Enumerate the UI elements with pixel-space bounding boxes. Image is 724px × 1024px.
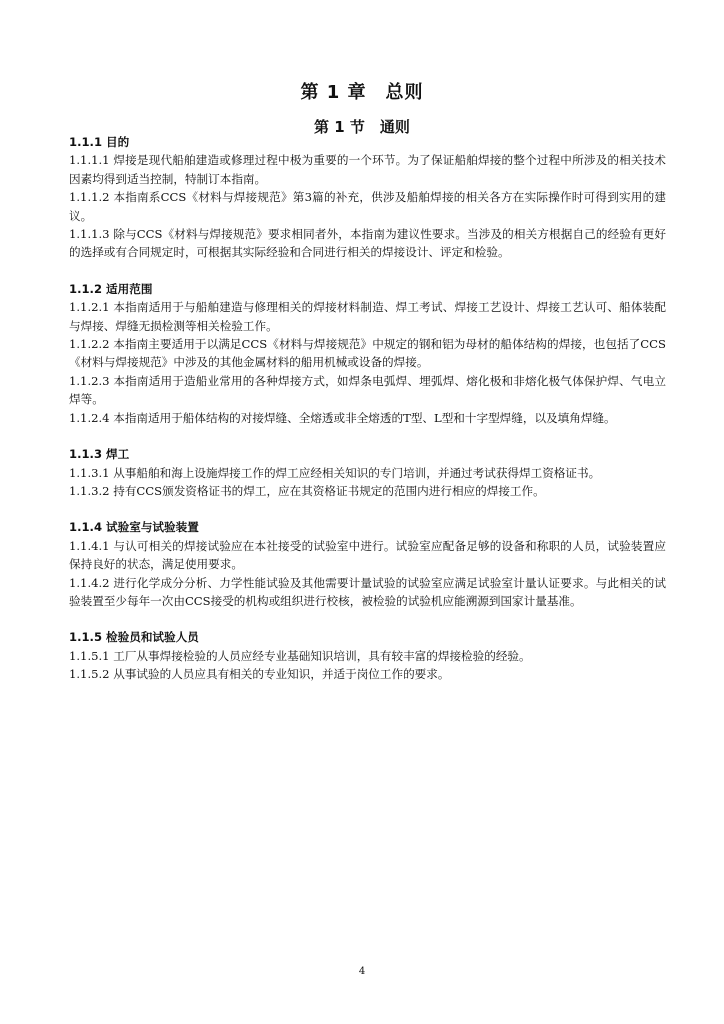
section-1-1-4 — [69, 518, 666, 610]
paragraph: 1.1.5.2 从事试验的人员应具有相关的专业知识，并适于岗位工作的要求。 — [69, 667, 450, 682]
section-heading: 1.1.5 检验员和试验人员 — [69, 630, 199, 645]
paragraph: 1.1.2.1 本指南适用于与船舶建造与修理相关的焊接材料制造、焊工考试、焊接工艺设计、焊接工艺认可、船体装配与焊接、焊缝无损检测等相关检验工作。 — [69, 300, 666, 333]
document-body — [69, 133, 666, 684]
paragraph: 1.1.3.2 持有CCS颁发资格证书的焊工，应在其资格证书规定的范围内进行相应的焊接工作。 — [69, 483, 545, 498]
paragraph: 1.1.4.1 与认可相关的焊接试验应在本社接受的试验室中进行。试验室应配备足够的设备和称职的人员，试验装置应保持良好的状态，满足使用要求。 — [69, 538, 666, 572]
paragraph: 1.1.2.2 本指南主要适用于以满足CCS《材料与焊接规范》中规定的钢和铝为母材的船体结构的焊接，也包括了CCS《材料与焊接规范》中涉及的其他金属材料的船用机械或设备的焊接。 — [69, 337, 666, 370]
section-1-1-5 — [69, 628, 666, 683]
paragraph: 1.1.5.1 工厂从事焊接检验的人员应经专业基础知识培训，具有较丰富的焊接检验的经验。 — [69, 648, 531, 663]
chapter-title: 第 1 章 总则 — [300, 82, 424, 103]
section-1-1-2 — [69, 280, 666, 427]
paragraph: 1.1.1.2 本指南系CCS《材料与焊接规范》第3篇的补充，供涉及船舶焊接的相关各方在实际操作时可得到实用的建议。 — [69, 190, 666, 223]
paragraph: 1.1.2.4 本指南适用于船体结构的对接焊缝、全熔透或非全熔透的T型、L型和十字型焊缝，以及填角焊缝。 — [69, 410, 616, 425]
page-number: 4 — [358, 966, 366, 977]
paragraph: 1.1.1.3 除与CCS《材料与焊接规范》要求相同者外，本指南为建议性要求。当涉及的相关方根据自己的经验有更好的选择或有合同规定时，可根据其实际经验和合同进行相关的焊接设计、评定和检验。 — [69, 227, 666, 260]
paragraph: 1.1.2.3 本指南适用于造船业常用的各种焊接方式，如焊条电弧焊、埋弧焊、熔化极和非熔化极气体保护焊、气电立焊等。 — [69, 373, 666, 407]
paragraph: 1.1.1.1 焊接是现代船舶建造或修理过程中极为重要的一个环节。为了保证船舶焊接的整个过程中所涉及的相关技术因素均得到适当控制，特制订本指南。 — [69, 153, 666, 186]
paragraph: 1.1.3.1 从事船舶和海上设施焊接工作的焊工应经相关知识的专门培训，并通过考试获得焊工资格证书。 — [69, 465, 601, 480]
section-heading: 1.1.1 目的 — [69, 135, 130, 149]
section-title: 第 1 节 通则 — [314, 118, 410, 136]
section-1-1-3 — [69, 445, 666, 500]
section-heading: 1.1.4 试验室与试验装置 — [69, 520, 199, 535]
section-heading: 1.1.3 焊工 — [69, 447, 130, 462]
paragraph: 1.1.4.2 进行化学成分分析、力学性能试验及其他需要计量试验的试验室应满足试验室计量认证要求。与此相关的试验装置至少每年一次由CCS接受的机构或组织进行校核，被检验的试验机应能溯源到国家计量基准。 — [69, 575, 666, 608]
section-1-1-1 — [69, 133, 666, 262]
section-heading: 1.1.2 适用范围 — [69, 281, 153, 296]
